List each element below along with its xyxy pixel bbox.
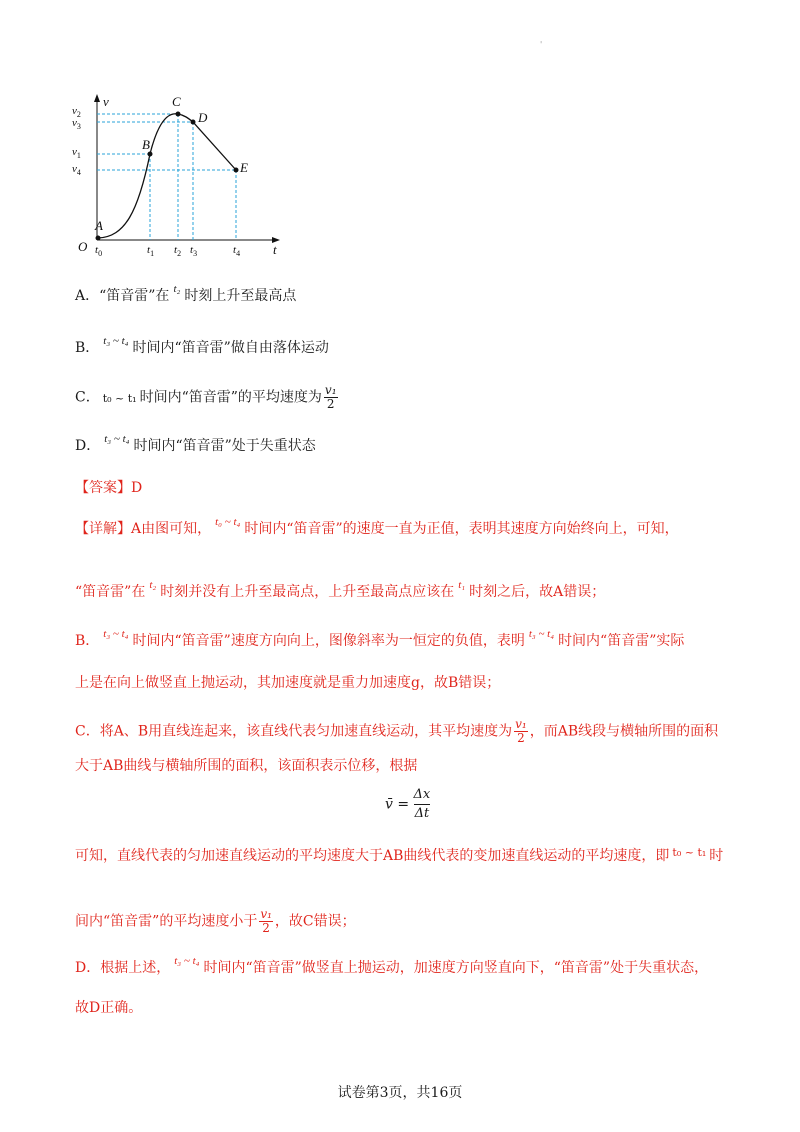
option-b-var: t₃ ~ t₄ (103, 335, 129, 347)
label-v-axis: v (103, 94, 109, 109)
option-c-letter: C． (75, 389, 100, 406)
average-velocity-formula: v̄ = $\frac{\Delta x}{\Delta t}$ (385, 787, 431, 821)
answer: 【答案】D (75, 480, 143, 496)
detail-line-7: 可知，直线代表的匀加速直线运动的平均速度大于AB曲线代表的变加速直线运动的平均速度，即 $^{t_0 \sim t_1}$ 时 (75, 846, 724, 864)
label-v1: $v_1$ (72, 146, 81, 160)
detail-line-10: 故D正确。 (75, 1000, 143, 1016)
option-d-var: t₃ ~ t₄ (104, 433, 130, 445)
option-b (75, 335, 329, 359)
option-d (75, 433, 316, 457)
label-v2: $v_2$ (72, 105, 81, 119)
label-c: C (172, 94, 181, 109)
velocity-time-graph (70, 92, 290, 262)
label-b: B (142, 137, 150, 152)
option-d-text: 时间内“笛音雷”处于失重状态 (133, 438, 316, 454)
scan-mark: ' (540, 40, 543, 49)
detail-line-3: B． $^{t_3 \sim t_4}$ 时间内“笛音雷”速度方向向上，图像斜率为一恒定的负值，表明 $^{t_3 \sim t_4}$ 时间内“笛音雷”实际 (75, 628, 685, 649)
option-c-text: 时间内“笛音雷”的平均速度为 (139, 389, 322, 406)
option-a-text-end: 时刻上升至最高点 (184, 288, 297, 304)
label-v4: $v_4$ (72, 163, 81, 177)
label-d: D (198, 110, 208, 125)
detail-line-6: 大于AB曲线与横轴所围的面积，该面积表示位移，根据 (75, 758, 418, 774)
option-c (75, 384, 340, 411)
option-b-letter: B． (75, 340, 100, 356)
point-b (148, 152, 153, 157)
option-c-var: t₀ ~ t₁ (102, 391, 137, 405)
point-a (96, 236, 101, 241)
label-e: E (240, 160, 248, 175)
option-a-text: A．“笛音雷”在 (75, 288, 170, 304)
option-c-fraction: $\frac{\text{v₁}}{2}$ (324, 383, 337, 411)
option-a (75, 283, 297, 307)
detail-line-1: 【详解】A由图可知， $^{t_0 \sim t_4}$ 时间内“笛音雷”的速度一直为正值，表明其速度方向始终向上，可知， (75, 516, 679, 537)
label-t0: $t_0$ (95, 244, 103, 258)
label-t1: $t_1$ (147, 244, 155, 258)
detail-line-8: 间内“笛音雷”的平均速度小于 $\frac{\text{v₁}}{2}$ ，故C错误； (75, 907, 356, 935)
point-d (191, 120, 196, 125)
option-a-var: t₂ (173, 283, 181, 295)
detail-line-9: D．根据上述， $^{t_3 \sim t_4}$ 时间内“笛音雷”做竖直上抛运动，加速度方向竖直向下，“笛音雷”处于失重状态， (75, 955, 709, 976)
label-v3: $v_3$ (72, 117, 81, 131)
velocity-curve (98, 114, 236, 238)
label-a: A (95, 218, 103, 233)
v-axis-arrow (94, 94, 100, 102)
label-t3: $t_3$ (190, 244, 198, 258)
point-c (176, 112, 181, 117)
page-footer: 试卷第3页，共16页 (337, 1085, 463, 1101)
option-b-text: 时间内“笛音雷”做自由落体运动 (132, 340, 329, 356)
point-e (234, 168, 239, 173)
label-origin: O (78, 239, 88, 254)
detail-line-2: “笛音雷”在 $^{t_2}$ 时刻并没有上升至最高点，上升至最高点应该在 $^{t_1}$ 时刻之后，故A错误； (75, 579, 606, 600)
label-t4: $t_4$ (233, 244, 241, 258)
label-t2: $t_2$ (174, 244, 182, 258)
detail-line-5: C．将A、B用直线连起来，该直线代表匀加速直线运动，其平均速度为 $\frac{\text{v₁}}{2}$ ，而AB线段与横轴所围的面积 (75, 717, 719, 745)
label-t-axis: t (273, 242, 277, 257)
option-d-letter: D． (75, 438, 101, 454)
detail-line-4: 上是在向上做竖直上抛运动，其加速度就是重力加速度g，故B错误； (75, 675, 501, 691)
